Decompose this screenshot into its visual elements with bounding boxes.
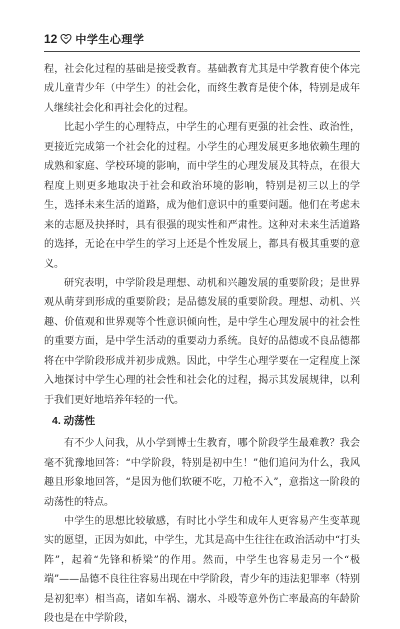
paragraph-2: 比起小学生的心理特点，中学生的心理有更强的社会性、政治性，更接近完成第一个社会化的过程。小学生的心理发展更多地依赖生理的成熟和家庭、学校环境的影响，而中学生的心理发展及其特点，在很大程度上则更多地取决于社会和政治环境的影响，特别是初三以上的学生，选择未来生活的道路，成为他们意识中的重要问题。他们在考虑未来的志愿及抉择时，具有很强的现实性和严肃性。这种对未来生活道路的选择，无论在中学生的学习上还是个性发展上，都具有极其重要的意义。 [44,122,360,270]
paragraph-1: 程，社会化过程的基础是接受教育。基础教育尤其是中学教育使个体完成儿童青少年（中学生）的社会化，而终生教育是使个体，特别是成年人继续社会化和再社会化的过程。 [44,64,360,114]
page-body [44,60,360,629]
header-rule [44,51,360,52]
running-header [44,30,144,48]
paragraph-4: 有不少人问我，从小学到博士生教育，哪个阶段学生最难教？我会毫不犹豫地回答：“中学阶段，特别是初中生！”他们追问为什么，我风趣且形象地回答，“是因为他们软硬不吃，刀枪不入”，意指这一阶段的动荡性的特点。 [44,438,360,508]
paragraph-3: 研究表明，中学阶段是理想、动机和兴趣发展的重要阶段；是世界观从萌芽到形成的重要阶段；是品德发展的重要阶段。理想、动机、兴趣、价值观和世界观等个性意识倾向性，是中学生心理发展中的社会性的重要方面，是中学生活动的重要动力系统。良好的品德或不良品德都将在中学阶段形成并初步成熟。因此，中学生心理学要在一定程度上深入地探讨中学生心理的社会性和社会化的过程，揭示其发展规律，以利于我们更好地培养年轻的一代。 [44,277,360,406]
page-number: 12 [44,32,58,46]
section-heading: 4. 动荡性 [52,415,96,428]
paragraph-5: 中学生的思想比较敏感，有时比小学生和成年人更容易产生变革现实的愿望，正因为如此，中学生，尤其是高中生往往在政治活动中“打头阵”，起着“先锋和桥梁”的作用。然而，中学生也容易走另一个“极端”——品德不良往往容易出现在中学阶段，青少年的违法犯罪率（特别是初犯率）相当高，诸如车祸、溺水、斗殴等意外伤亡率最高的年龄阶段也是在中学阶段， [44,515,360,625]
heart-logo-icon [60,33,72,45]
book-title: 中学生心理学 [75,34,145,46]
